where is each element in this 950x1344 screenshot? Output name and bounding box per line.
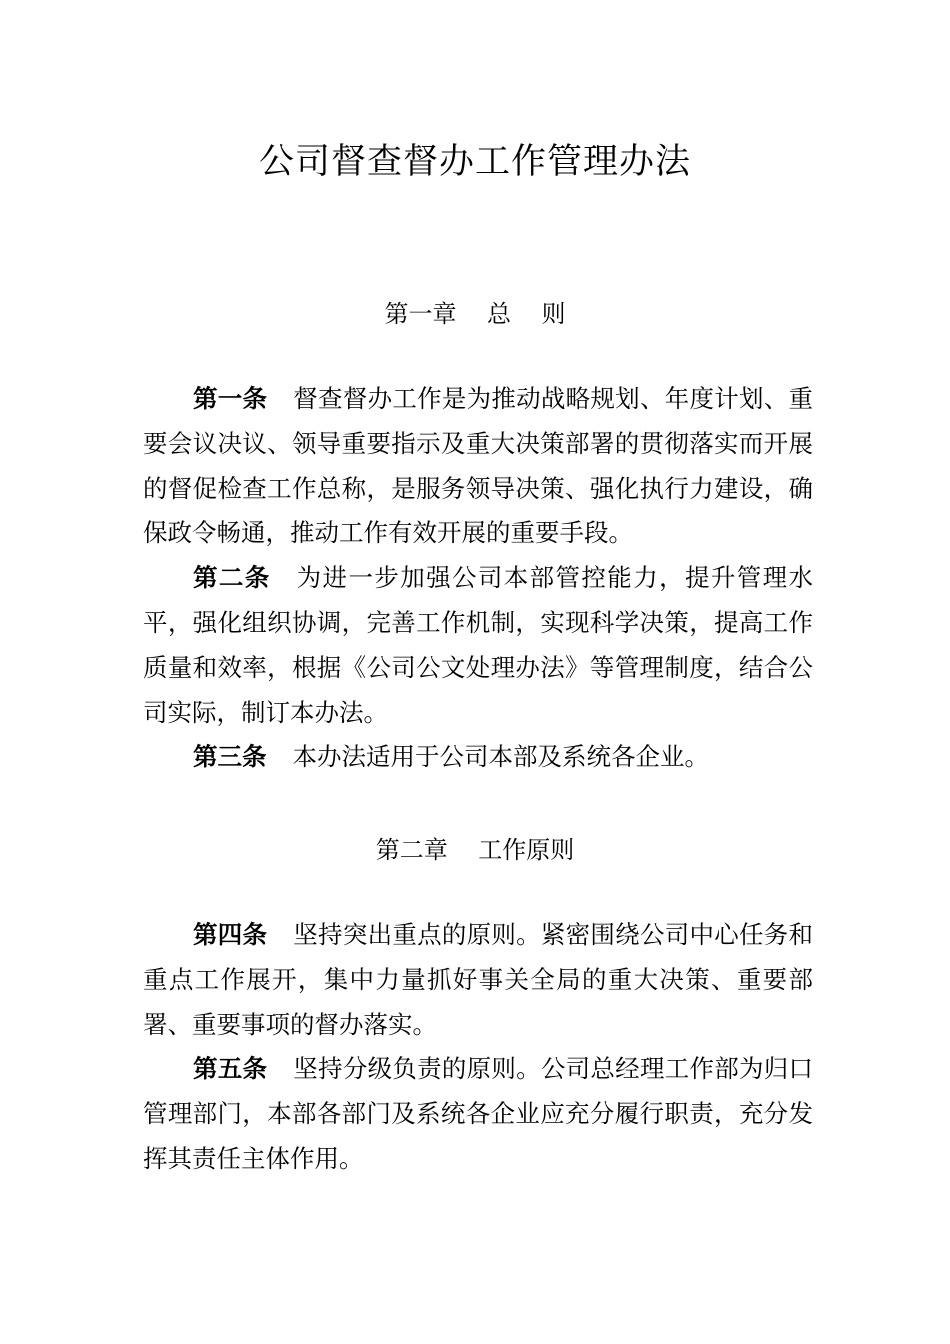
article-text: 本办法适用于公司本部及系统各企业。 <box>292 742 709 772</box>
article-number: 第五条 <box>193 1054 268 1084</box>
article-paragraph <box>143 735 813 780</box>
article-text: 为进一步加强公司本部管控能力，提升管理水平，强化组织协调，完善工作机制，实现科学决策，提高工作质量和效率，根据《公司公文处理办法》等管理制度，结合公司实际，制订本办法。 <box>143 563 814 727</box>
chapter-heading: 第二章 工作原则 <box>375 836 575 864</box>
article-number: 第二条 <box>193 563 271 593</box>
chapter-body <box>143 377 813 780</box>
chapter-body <box>143 913 813 1182</box>
article-paragraph <box>143 377 813 556</box>
chapter-heading: 第一章 总 则 <box>384 300 566 328</box>
article-text: 坚持突出重点的原则。紧密围绕公司中心任务和重点工作展开，集中力量抓好事关全局的重大决策、重要部署、重要事项的督办落实。 <box>143 920 814 1039</box>
article-paragraph <box>143 556 813 735</box>
article-paragraph <box>143 1047 813 1181</box>
article-number: 第四条 <box>193 920 268 949</box>
document-title: 公司督查督办工作管理办法 <box>258 142 691 182</box>
article-text: 督查督办工作是为推动战略规划、年度计划、重要会议决议、领导重要指示及重大决策部署的贯彻落实而开展的督促检查工作总称，是服务领导决策、强化执行力建设，确保政令畅通，推动工作有效开展的重要手段。 <box>143 384 814 548</box>
article-number: 第一条 <box>193 384 268 413</box>
article-text: 坚持分级负责的原则。公司总经理工作部为归口管理部门，本部各部门及系统各企业应充分履行职责，充分发挥其责任主体作用。 <box>143 1054 814 1173</box>
article-paragraph <box>143 913 813 1047</box>
article-number: 第三条 <box>193 742 267 772</box>
